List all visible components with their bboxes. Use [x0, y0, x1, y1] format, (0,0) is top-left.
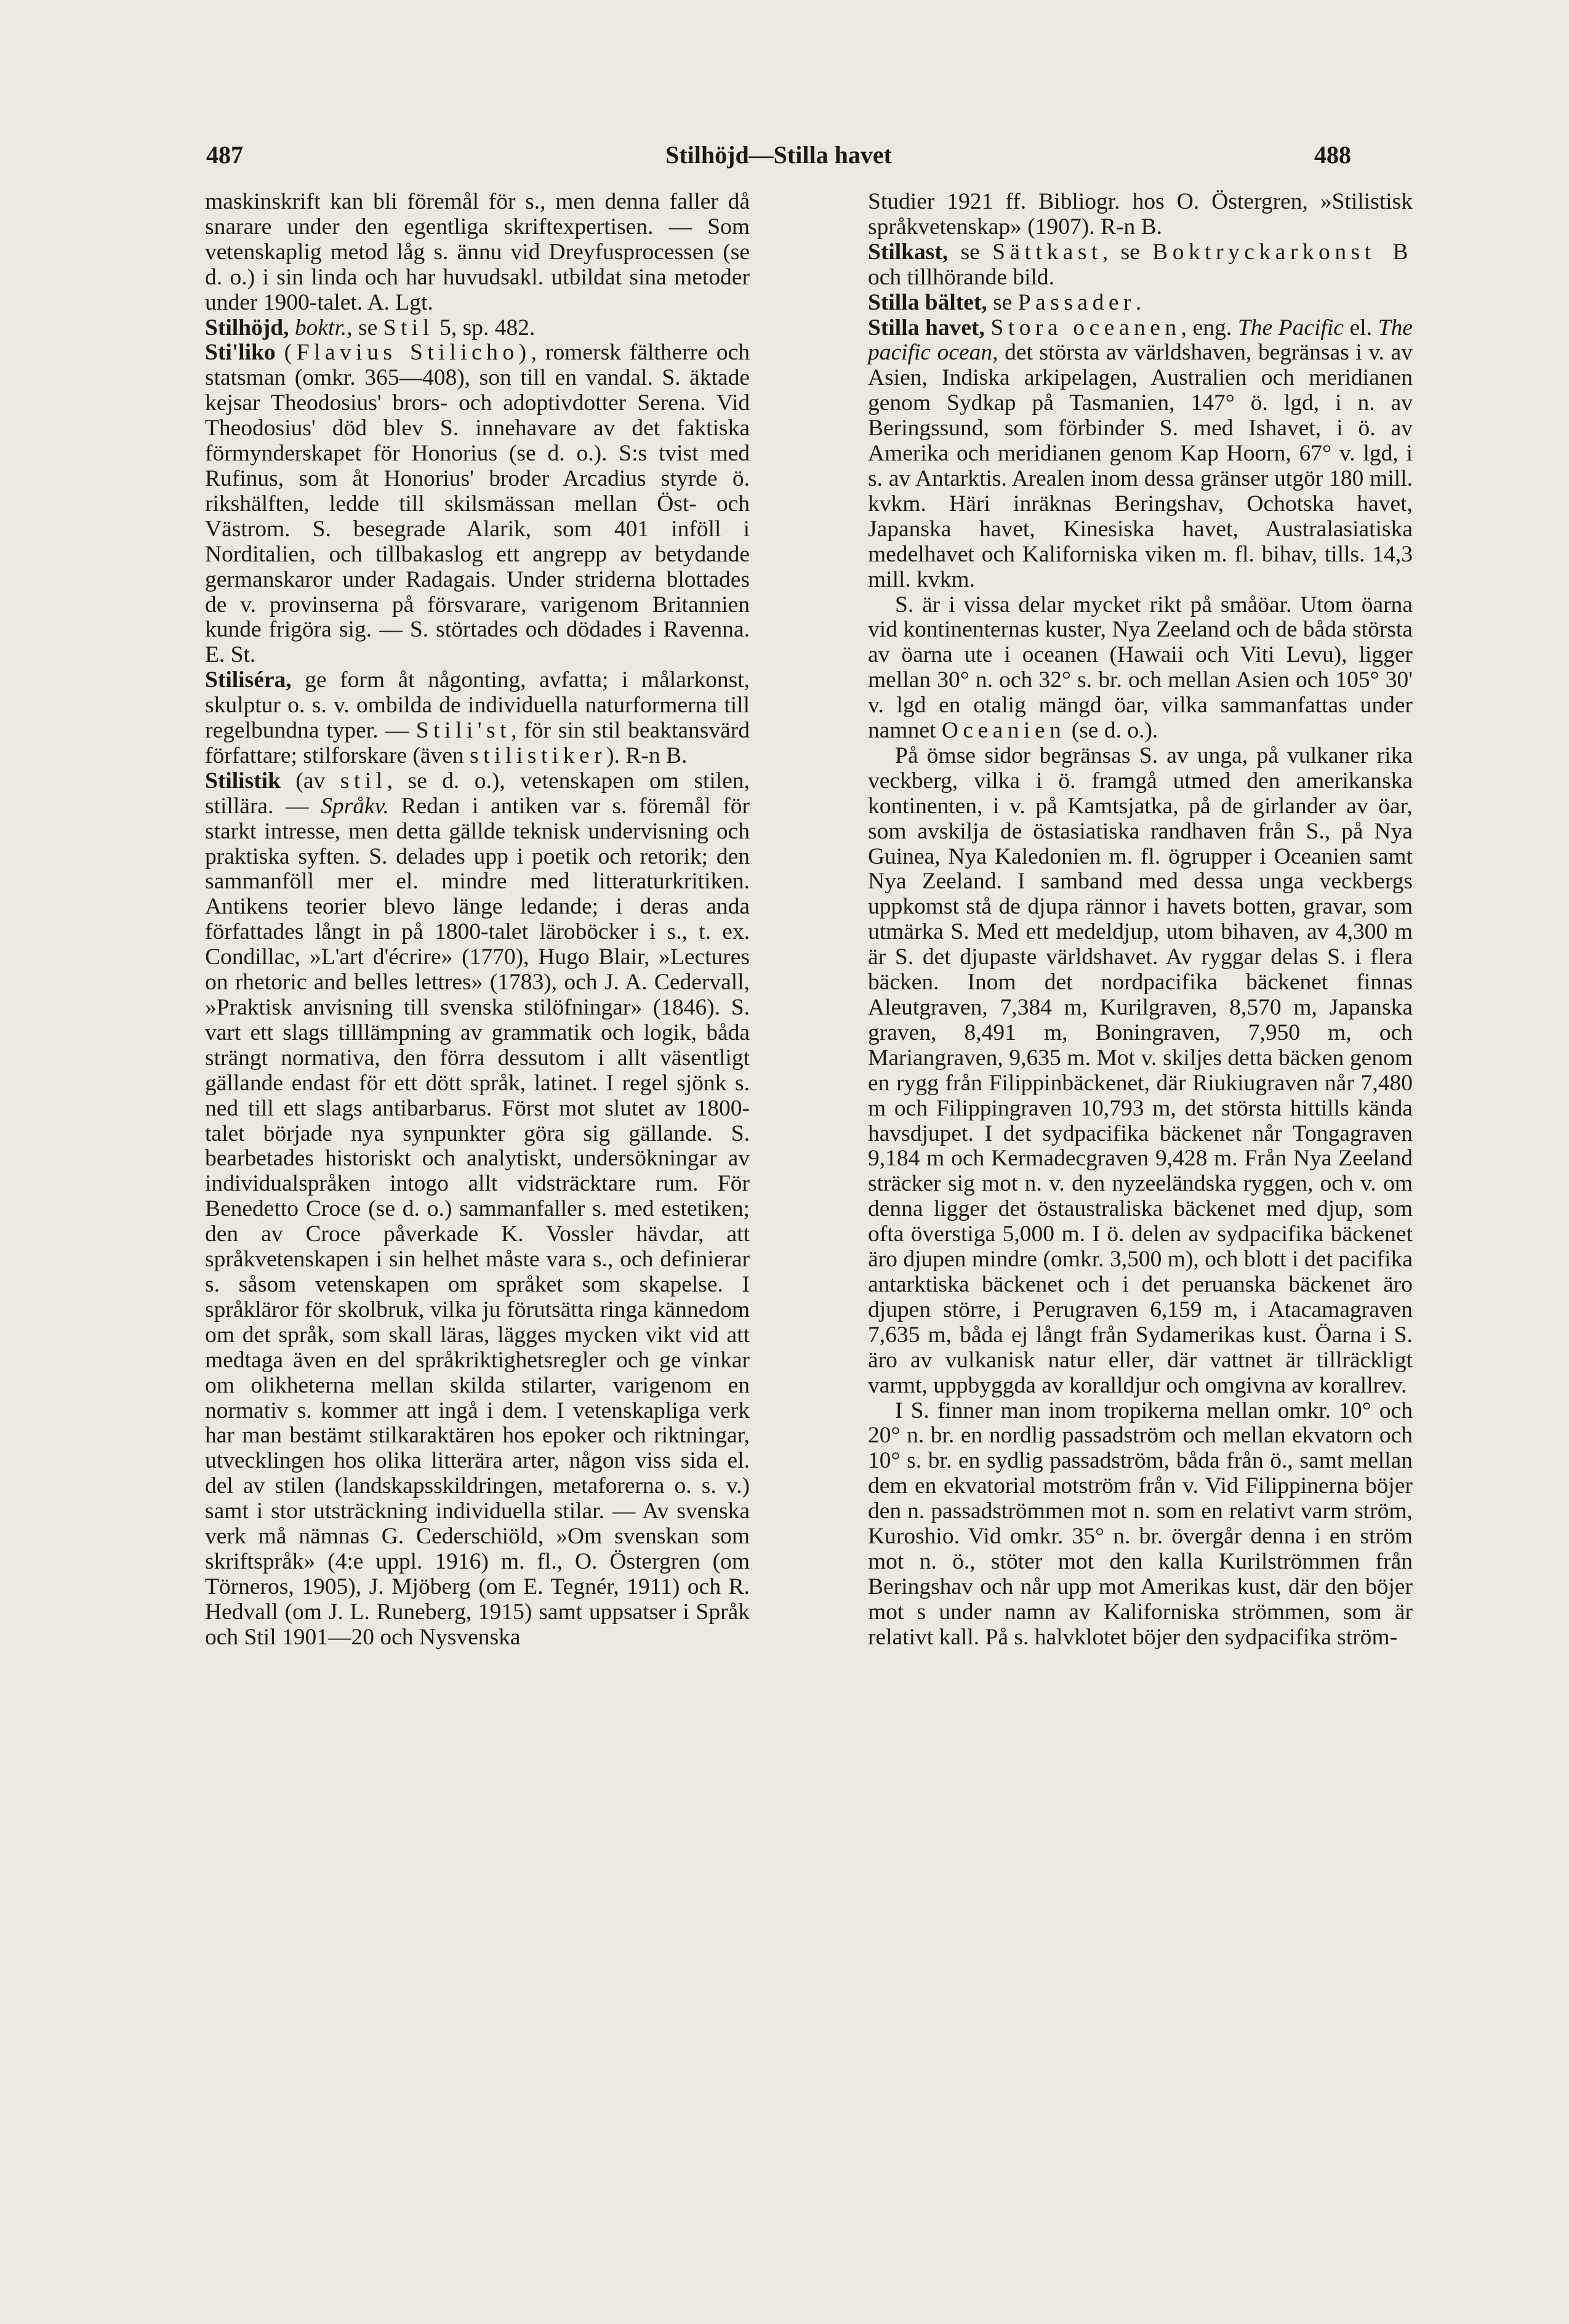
- running-title: Stilhöjd—Stilla havet: [665, 141, 892, 169]
- headword: Stilla havet,: [868, 315, 985, 340]
- entry-stilkast: Stilkast, se Sättkast, se Boktryckarkonst B och tillhörande bild.: [868, 239, 1413, 290]
- entry-stilistik: Stilistik (av stil, se d. o.), vetenskapen om stilen, stillära. — Språkv. Redan i antiken var s. föremål för starkt intresse, men detta gällde teknisk undervisning och praktiska syften. S. delades upp i poetik och retorik; den sammanföll mer el. mindre med litteraturkritiken. Antikens teorier blevo länge ledande; i deras anda författades långt in på 1800-talet läroböcker i s., t. ex. Condillac, »L'art d'écrire» (1770), Hugo Blair, »Lectures on rhetoric and belles lettres» (1783), och J. A. Cedervall, »Praktisk anvisning till svenska stilöfningar» (1846). S. vart ett slags tilllämpning av grammatik och logik, båda strängt normativa, den förra dessutom i allt väsentligt gällande endast för ett dött språk, latinet. I regel sjönk s. ned till ett slags antibarbarus. Först mot slutet av 1800-talet började nya synpunkter göra sig gällande. S. bearbetades historiskt och analytiskt, undersökningar av individualspråken intogo allt vidsträcktare rum. För Benedetto Croce (se d. o.) sammanfaller s. med estetiken; den av Croce påverkade K. Vossler hävdar, att språkvetenskapen i sin helhet måste vara s., och definierar s. såsom vetenskapen om språket som skapelse. I språkläror för skolbruk, vilka ju förutsätta ringa kännedom om det språk, som skall läras, lägges mycken vikt vid att medtaga även en del språkriktighetsregler och ge vinkar om olikheterna mellan skilda stilarter, varigenom en normativ s. kommer att ingå i dem. I vetenskapliga verk har man bestämt stilkaraktären hos epoker och riktningar, utvecklingen hos olika litterära arter, någon viss sida el. del av stilen (landskapsskildringen, metaforerna o. s. v.) samt i stor utsträckning individuella stilar. — Av svenska verk må nämnas G. Cederschiöld, »Om svenskan som skriftspråk» (4:e uppl. 1916) m. fl., O. Östergren (om Törneros, 1905), J. Mjöberg (om E. Tegnér, 1911) och R. Hedvall (om J. L. Runeberg, 1915) samt uppsatser i Språk och Stil 1901—20 och Nysvenska: [205, 768, 750, 1650]
- left-column: [205, 190, 750, 1651]
- headword: Stilkast,: [868, 239, 949, 265]
- paragraph-depths: På ömse sidor begränsas S. av unga, på vulkaner rika veckberg, vilka i ö. framgå utmed den amerikanska kontinenten, i v. på Kamtsjatka, på de girlander av öar, som avskilja de östasiatiska randhaven från S., på Nya Guinea, Nya Kaledonien m. fl. ögrupper i Oceanien samt Nya Zeeland. I samband med dessa unga veckbergs uppkomst stå de djupa rännor i havets botten, gravar, som utmärka S. Med ett medeldjup, utom bihaven, av 4,300 m är S. det djupaste världshavet. Av ryggar delas S. i flera bäcken. Inom det nordpacifika bäckenet finnas Aleutgraven, 7,384 m, Kurilgraven, 8,570 m, Japanska graven, 8,491 m, Boningraven, 7,950 m, och Mariangraven, 9,635 m. Mot v. skiljes detta bäcken genom en rygg från Filippinbäckenet, där Riukiugraven når 7,480 m och Filippingraven 10,793 m, det största hittills kända havsdjupet. I det sydpacifika bäckenet når Tongagraven 9,184 m och Kermadecgraven 9,428 m. Från Nya Zeeland sträcker sig mot n. v. den nyzeeländska ryggen, och v. om denna ligger det östaustraliska bäckenet med djup, som ofta överstiga 5,000 m. I ö. delen av sydpacifika bäckenet äro djupen mindre (omkr. 3,500 m), och blott i det pacifika antarktiska bäckenet och i det peruanska bäckenet äro djupen större, i Perugraven 6,159 m, i Atacamagraven 7,635 m, båda ej långt från Sydamerikas kust. Öarna i S. äro av vulkanisk natur eller, där vattnet är tillräckligt varmt, uppbyggda av koralldjur och omgivna av korallrev.: [868, 742, 1413, 1398]
- entry-stiliko: Sti'liko (Flavius Stilicho), romersk fältherre och statsman (omkr. 365—408), son till en vandal. S. äktade kejsar Theodosius' brors- och adoptivdotter Serena. Vid Theodosius' död blev S. innehavare av det faktiska förmynderskapet för Honorius (se d. o.). S:s tvist med Rufinus, som åt Honorius' broder Arcadius styrde ö. rikshälften, ledde till skilsmässan mellan Öst- och Västrom. S. besegrade Alarik, som 401 inföll i Norditalien, och tillbakaslog ett angrepp av betydande germanskaror under Radagais. Under striderna blottades de v. provinserna på försvarare, varigenom Britannien kunde frigöra sig. — S. störtades och dödades i Ravenna. E. St.: [205, 340, 750, 668]
- paragraph-islands: S. är i vissa delar mycket rikt på småöar. Utom öarna vid kontinenternas kuster, Nya Zeeland och de båda största av öarna ute i oceanen (Hawaii och Viti Levu), ligger mellan 30° n. och 32° s. br. och mellan Asien och 105° 30' v. lgd en otalig mängd öar, vilka sammanfattas under namnet Oceanien (se d. o.).: [868, 592, 1413, 744]
- headword: Sti'liko: [205, 340, 276, 366]
- page-number-left: 487: [206, 141, 243, 169]
- right-column: [868, 190, 1413, 1651]
- entry-stilla-havet: Stilla havet, Stora oceanen, eng. The Pacific el. The pacific ocean, det största av världshaven, begränsas i v. av Asien, Indiska arkipelagen, Australien och meridianen genom Sydkap på Tasmanien, 147° ö. lgd, i n. av Beringssund, som förbinder S. med Ishavet, i ö. av Amerika och meridianen genom Kap Hoorn, 67° v. lgd, i s. av Antarktis. Arealen inom dessa gränser utgör 180 mill. kvkm. Häri inräknas Beringshav, Ochotska havet, Japanska havet, Kinesiska havet, Australasiatiska medelhavet och Kaliforniska viken m. fl. bihav, tills. 14,3 mill. kvkm.: [868, 315, 1413, 592]
- entry-continuation: maskinskrift kan bli föremål för s., men denna faller då snarare under den egentliga skriftexpertisen. — Som vetenskaplig metod låg s. ännu vid Dreyfusprocessen (se d. o.) i sin linda och har huvudsakl. utbildat sina metoder under 1900-talet. A. Lgt.: [205, 189, 750, 315]
- headword: Stilistik: [205, 768, 281, 794]
- running-header: [206, 140, 1351, 177]
- headword: Stilla bältet,: [868, 289, 987, 315]
- page-number-right: 488: [1314, 141, 1351, 169]
- paragraph-currents: I S. finner man inom tropikerna mellan omkr. 10° och 20° n. br. en nordlig passadström och mellan ekvatorn och 10° s. br. en sydlig passadström, båda från ö., samt mellan dem en ekvatorial motström från v. Vid Filippinerna böjer den n. passadströmmen mot n. som en relativt varm ström, Kuroshio. Vid omkr. 35° n. br. övergår denna i en ström mot n. ö., stöter mot den kalla Kurilströmmen från Beringshav och når upp mot Amerikas kust, där den böjer mot s under namn av Kaliforniska strömmen, som är relativt kall. På s. halvklotet böjer den sydpacifika ström-: [868, 1397, 1413, 1650]
- headword: Stiliséra,: [205, 667, 292, 693]
- headword: Stilhöjd,: [205, 315, 289, 340]
- entry-continuation: Studier 1921 ff. Bibliogr. hos O. Östergren, »Stilistisk språkvetenskap» (1907). R-n B.: [868, 189, 1413, 239]
- entry-stilhojd: Stilhöjd, boktr., se Stil 5, sp. 482.: [205, 315, 536, 340]
- entry-stilisera: Stiliséra, ge form åt någonting, avfatta; i målarkonst, skulptur o. s. v. ombilda de individuella naturformerna till regelbundna typer. — Stili'st, för sin stil beaktansvärd författare; stilforskare (även stilistiker). R-n B.: [205, 667, 750, 768]
- entry-stilla-baltet: Stilla bältet, se Passader.: [868, 289, 1142, 315]
